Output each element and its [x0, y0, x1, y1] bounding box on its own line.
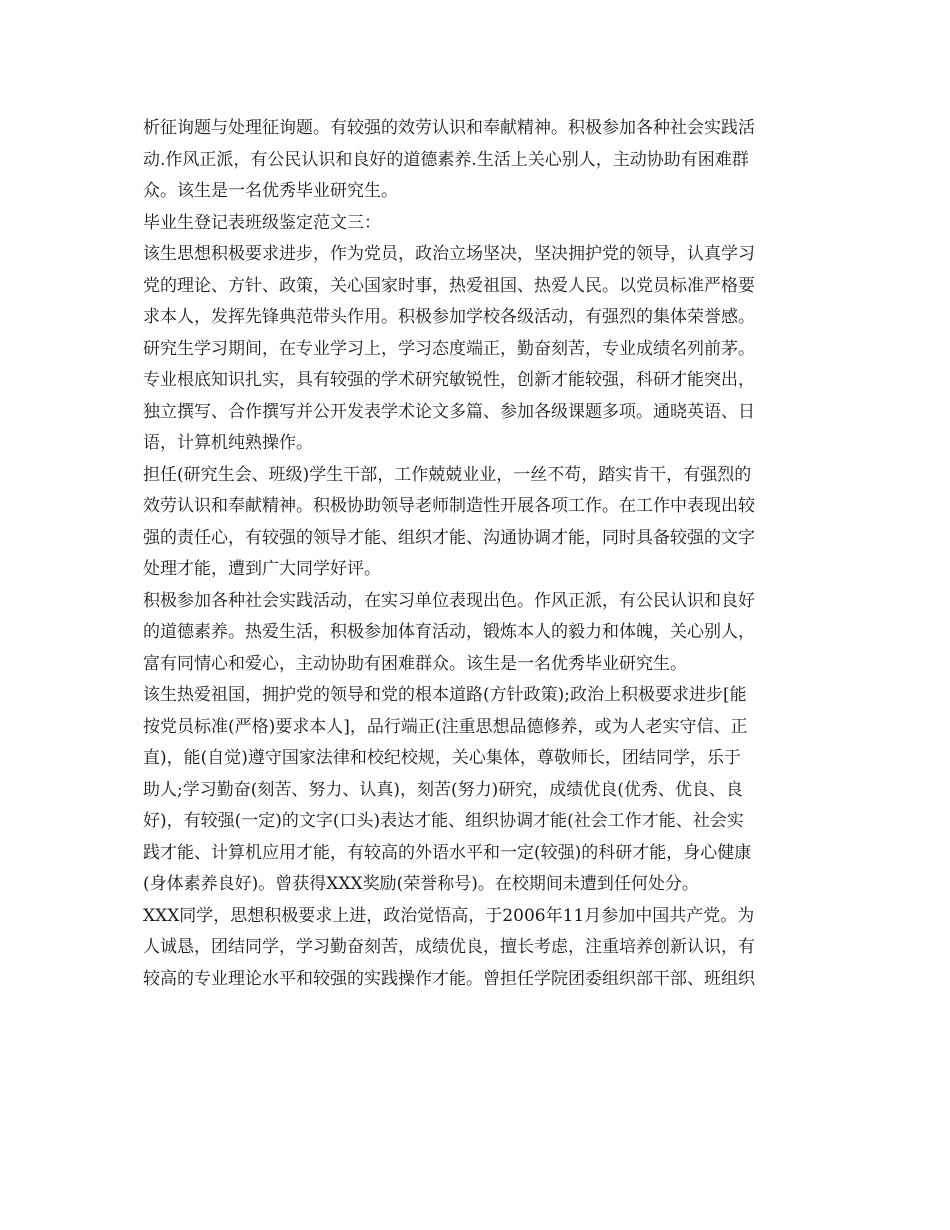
text-line: 直)，能(自觉)遵守国家法律和校纪校规，关心集体，尊敬师长，团结同学，乐于	[143, 748, 741, 768]
text-line: 助人;学习勤奋(刻苦、努力、认真)，刻苦(努力)研究，成绩优良(优秀、优良、良	[143, 779, 743, 800]
text-line: 富有同情心和爱心，主动协助有困难群众。该生是一名优秀毕业研究生。	[143, 653, 687, 674]
text-line: 积极参加各种社会实践活动，在实习单位表现出色。作风正派，有公民认识和良好	[143, 590, 755, 611]
text-line: 党的理论、方针、政策，关心国家时事，热爱祖国、热爱人民。以党员标准严格要	[143, 275, 755, 296]
text-line: 践才能、计算机应用才能，有较高的外语水平和一定(较强)的科研才能，身心健康	[143, 842, 752, 863]
text-line: 处理才能，遭到广大同学好评。	[143, 559, 381, 579]
text-line: 该生思想积极要求进步，作为党员，政治立场坚决，坚决拥护党的领导，认真学习	[143, 244, 755, 264]
text-line: 语，计算机纯熟操作。	[143, 433, 313, 453]
text-line: 独立撰写、合作撰写并公开发表学术论文多篇、参加各级课题多项。通晓英语、日	[143, 401, 755, 422]
text-line: 较高的专业理论水平和较强的实践操作才能。曾担任学院团委组织部干部、班组织	[143, 968, 755, 989]
text-line: XXX同学，思想积极要求上进，政治觉悟高，于2006年11月参加中国共产党。为	[143, 905, 755, 926]
section-heading: 毕业生登记表班级鉴定范文三：	[143, 212, 381, 233]
text-line: 众。该生是一名优秀毕业研究生。	[143, 181, 398, 201]
text-line: 人诚恳，团结同学，学习勤奋刻苦，成绩优良，擅长考虑，注重培养创新认识，有	[143, 937, 755, 957]
text-line: 动.作风正派，有公民认识和良好的道德素养.生活上关心别人，主动协助有困难群	[143, 149, 749, 170]
text-line: 析征询题与处理征询题。有较强的效劳认识和奉献精神。积极参加各种社会实践活	[143, 118, 755, 138]
text-line: 效劳认识和奉献精神。积极协助领导老师制造性开展各项工作。在工作中表现出较	[143, 496, 755, 516]
text-line: 按党员标准(严格)要求本人]，品行端正(注重思想品德修养，或为人老实守信、正	[143, 716, 748, 737]
text-line: 强的责任心，有较强的领导才能、组织才能、沟通协调才能，同时具备较强的文字	[143, 527, 755, 548]
text-line: (身体素养良好)。曾获得XXX奖励(荣誉称号)。在校期间未遭到任何处分。	[143, 874, 699, 894]
document-body	[143, 113, 823, 995]
text-line: 研究生学习期间，在专业学习上，学习态度端正，勤奋刻苦，专业成绩名列前茅。	[143, 338, 755, 359]
text-line: 担任(研究生会、班级)学生干部，工作兢兢业业，一丝不苟，踏实肯干，有强烈的	[143, 464, 752, 485]
text-line: 专业根底知识扎实，具有较强的学术研究敏锐性，创新才能较强，科研才能突出，	[143, 370, 755, 390]
text-line: 该生热爱祖国，拥护党的领导和党的根本道路(方针政策);政治上积极要求进步[能	[143, 685, 747, 705]
text-line: 好)，有较强(一定)的文字(口头)表达才能、组织协调才能(社会工作才能、社会实	[143, 811, 744, 831]
text-line: 求本人，发挥先锋典范带头作用。积极参加学校各级活动，有强烈的集体荣誉感。	[143, 307, 755, 327]
text-line: 的道德素养。热爱生活，积极参加体育活动，锻炼本人的毅力和体魄，关心别人，	[143, 622, 755, 642]
